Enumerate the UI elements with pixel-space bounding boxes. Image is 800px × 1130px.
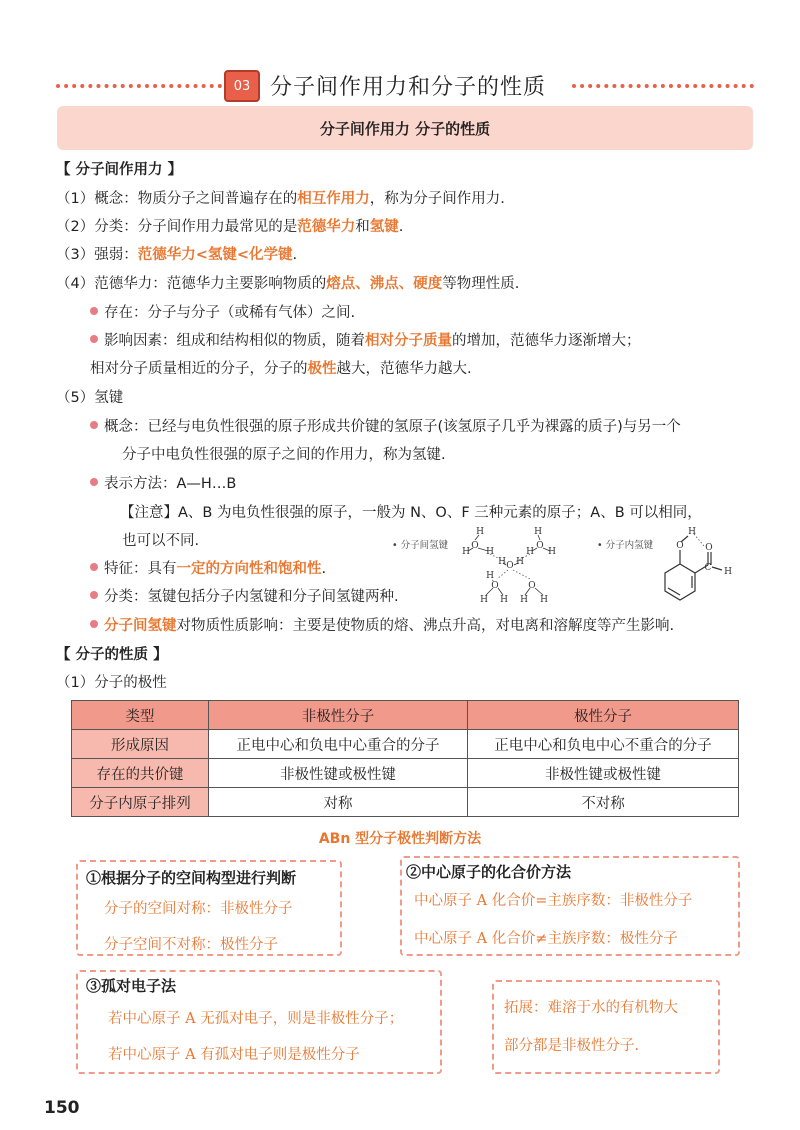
table-row: [72, 788, 739, 817]
table-cell: 分子内原子排列: [72, 788, 209, 817]
bullet-dot: [90, 478, 98, 486]
table-header-cell: 类型: [72, 701, 209, 730]
table-cell: 对称: [209, 788, 468, 817]
method-box-lone-pair-title: ③孤对电子法: [86, 977, 177, 995]
atom-h: H: [498, 557, 506, 567]
vdw-existence: 存在：分子与分子（或稀有气体）之间.: [90, 303, 355, 323]
atom-o: O: [471, 541, 479, 551]
chapter-title: 分子间作用力和分子的性质: [270, 75, 547, 100]
atom-c: C: [704, 563, 712, 573]
page-number: 150: [44, 1098, 80, 1118]
atom-o: O: [491, 581, 499, 591]
caption-intramolecular: • 分子内氢键: [597, 540, 654, 551]
caption-intermolecular: • 分子间氢键: [392, 540, 449, 551]
table-cell: 不对称: [468, 788, 739, 817]
atom-h: H: [462, 547, 470, 557]
hbond-effect: 分子间氢键对物质性质影响：主要是使物质的熔、沸点升高，对电离和溶解度等产生影响.: [90, 616, 674, 636]
method-box-lone-pair-line1: 若中心原子 A 无孤对电子，则是非极性分子；: [108, 1011, 404, 1027]
atom-h: H: [540, 595, 548, 605]
method-box-extension: [492, 980, 720, 1074]
header-divider-right: [572, 84, 754, 88]
force-item-5: （5）氢键: [56, 390, 124, 406]
atom-h: H: [526, 547, 534, 557]
bullet-dot: [90, 591, 98, 599]
bullet-dot: [90, 307, 98, 315]
intermolecular-hbond-diagram: [460, 524, 570, 616]
section-banner: 分子间作用力 分子的性质: [57, 106, 753, 150]
table-cell: 正电中心和负电中心不重合的分子: [468, 730, 739, 759]
force-item-3: （3）强弱：范德华力<氢键<化学键.: [56, 247, 298, 263]
atom-o: O: [536, 541, 544, 551]
header-divider-left: [56, 84, 222, 88]
method-box-lone-pair-line2: 若中心原子 A 有孤对电子则是极性分子: [108, 1047, 360, 1063]
atom-h: H: [516, 557, 524, 567]
force-item-4: （4）范德华力：范德华力主要影响物质的熔点、沸点、硬度等物理性质.: [56, 276, 520, 292]
atom-h: H: [534, 527, 542, 537]
atom-o: O: [528, 581, 536, 591]
hbond-note: 【注意】A、B 为电负性很强的原子，一般为 N、O、F 三种元素的原子；A、B 可以相同，: [120, 505, 702, 521]
vdw-factors-cont: 相对分子质量相近的分子，分子的极性越大，范德华力越大.: [90, 361, 472, 377]
bullet-dot: [90, 563, 98, 571]
bullet-dot: [90, 421, 98, 429]
hbond-feature: 特征：具有一定的方向性和饱和性.: [90, 559, 326, 579]
method-box-geometry-title: ①根据分子的空间构型进行判断: [86, 869, 297, 887]
force-item-1: （1）概念：物质分子之间普遍存在的相互作用力，称为分子间作用力.: [56, 191, 505, 207]
method-title: ABn 型分子极性判断方法: [318, 831, 482, 847]
table-row: [72, 730, 739, 759]
atom-o: O: [705, 543, 713, 553]
atom-h: H: [480, 595, 488, 605]
hbond-note-cont: 也可以不同.: [122, 533, 200, 549]
method-box-geometry-line2: 分子空间不对称：极性分子: [104, 937, 278, 953]
atom-h: H: [486, 571, 494, 581]
property-item-1: （1）分子的极性: [56, 675, 167, 691]
table-cell: 存在的共价键: [72, 759, 209, 788]
table-row: [72, 759, 739, 788]
method-box-extension-line1: 拓展：难溶于水的有机物大: [504, 1000, 678, 1016]
atom-o: O: [676, 541, 684, 551]
table-cell: 非极性键或极性键: [468, 759, 739, 788]
method-box-valence-line2: 中心原子 A 化合价≠主族序数：极性分子: [414, 931, 678, 947]
bullet-dot: [90, 620, 98, 628]
table-header-cell: 极性分子: [468, 701, 739, 730]
hbond-classification: 分类：氢键包括分子内氢键和分子间氢键两种.: [90, 587, 399, 607]
method-box-valence-title: ②中心原子的化合价方法: [406, 863, 572, 881]
intramolecular-hbond-diagram: [650, 522, 750, 602]
force-item-2: （2）分类：分子间作用力最常见的是范德华力和氢键.: [56, 219, 404, 235]
atom-h: H: [724, 567, 732, 577]
table-cell: 非极性键或极性键: [209, 759, 468, 788]
atom-h: H: [688, 527, 696, 537]
atom-h: H: [500, 595, 508, 605]
method-box-extension-line2: 部分都是非极性分子.: [504, 1038, 640, 1054]
hbond-concept-cont: 分子中电负性很强的原子之间的作用力，称为氢键.: [122, 447, 446, 463]
force-heading: 【 分子间作用力 】: [56, 162, 183, 178]
table-cell: 形成原因: [72, 730, 209, 759]
atom-h: H: [486, 547, 494, 557]
bullet-dot: [90, 335, 98, 343]
hbond-notation: 表示方法：A—H…B: [90, 474, 236, 494]
atom-h: H: [520, 595, 528, 605]
polarity-table: [71, 700, 739, 817]
table-header-row: [72, 701, 739, 730]
method-box-valence-line1: 中心原子 A 化合价=主族序数：非极性分子: [414, 893, 693, 909]
atom-o: O: [506, 561, 514, 571]
hbond-concept: 概念：已经与电负性很强的原子形成共价键的氢原子(该氢原子几乎为裸露的质子)与另一个: [90, 417, 681, 437]
method-box-geometry-line1: 分子的空间对称：非极性分子: [104, 901, 293, 917]
atom-h: H: [476, 527, 484, 537]
table-cell: 正电中心和负电中心重合的分子: [209, 730, 468, 759]
section-number-badge: 03: [224, 70, 260, 102]
table-header-cell: 非极性分子: [209, 701, 468, 730]
property-heading: 【 分子的性质 】: [56, 647, 168, 663]
atom-h: H: [548, 547, 556, 557]
vdw-factors: 影响因素：组成和结构相似的物质，随着相对分子质量的增加，范德华力逐渐增大；: [90, 331, 641, 351]
